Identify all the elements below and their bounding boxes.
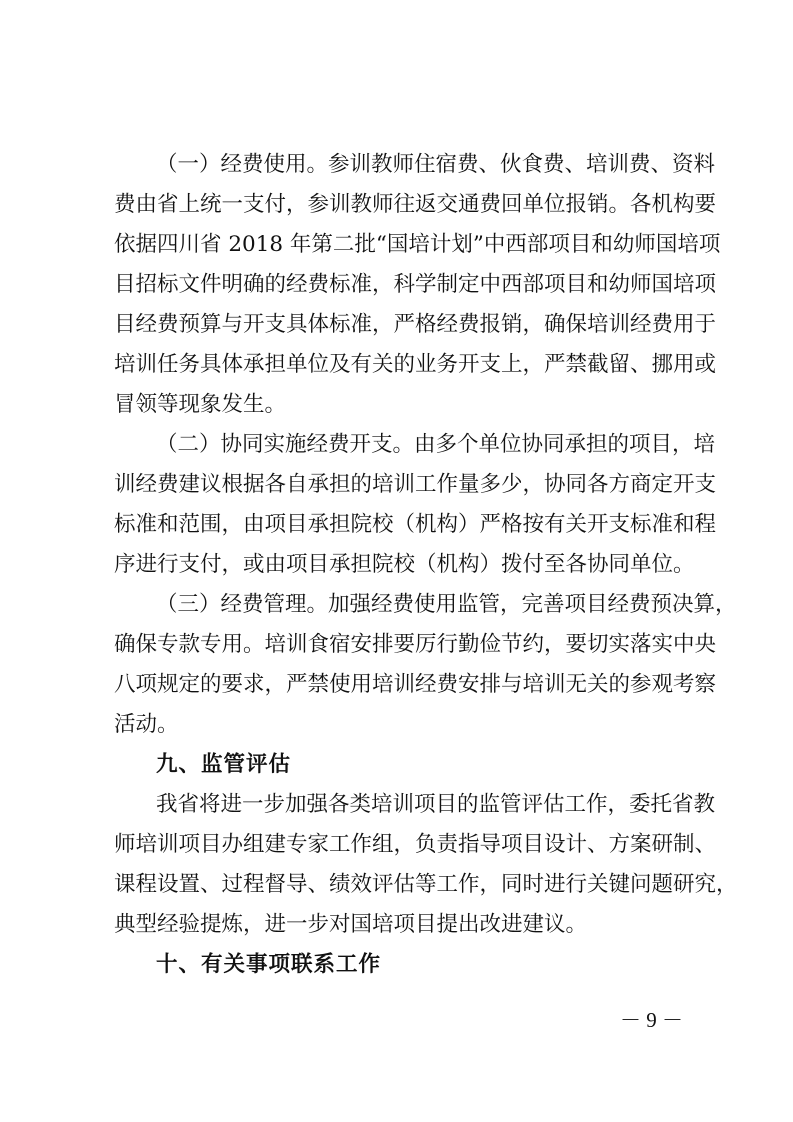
page-number: － 9 － <box>620 1008 683 1032</box>
paragraph-line: 冒领等现象发生。 <box>114 392 287 417</box>
paragraph-line: （二）协同实施经费开支。由多个单位协同承担的项目，培 <box>156 432 716 457</box>
paragraph-line: 培训任务具体承担单位及有关的业务开支上，严禁截留、挪用或 <box>114 352 717 377</box>
paragraph-line: 目招标文件明确的经费标准，科学制定中西部项目和幼师国培项 <box>114 272 717 297</box>
section-heading: 九、监管评估 <box>156 752 292 777</box>
paragraph-line: 费由省上统一支付，参训教师往返交通费回单位报销。各机构要 <box>114 192 717 217</box>
paragraph-line: 我省将进一步加强各类培训项目的监管评估工作，委托省教 <box>156 792 716 817</box>
paragraph-line: 标准和范围，由项目承担院校（机构）严格按有关开支标准和程 <box>114 512 717 537</box>
paragraph-line: 依据四川省 2018 年第二批“国培计划”中西部项目和幼师国培项 <box>114 232 721 257</box>
paragraph-lead: （三）经费管理。 <box>156 592 329 617</box>
paragraph-line: （一）经费使用。参训教师住宿费、伙食费、培训费、资料 <box>156 152 716 177</box>
paragraph-line: （三）经费管理。加强经费使用监管，完善项目经费预决算， <box>156 592 737 617</box>
paragraph-line: 目经费预算与开支具体标准，严格经费报销，确保培训经费用于 <box>114 312 717 337</box>
paragraph-line: 师培训项目办组建专家工作组，负责指导项目设计、方案研制、 <box>114 832 717 857</box>
paragraph-line: 序进行支付，或由项目承担院校（机构）拨付至各协同单位。 <box>114 552 695 577</box>
paragraph-line: 八项规定的要求，严禁使用培训经费安排与培训无关的参观考察 <box>114 672 717 697</box>
paragraph-line: 活动。 <box>114 712 179 737</box>
paragraph-line: 典型经验提炼，进一步对国培项目提出改进建议。 <box>114 912 588 937</box>
section-heading: 十、有关事项联系工作 <box>156 952 382 977</box>
paragraph-lead: （二）协同实施经费开支。 <box>156 432 415 457</box>
paragraph-lead: （一）经费使用。 <box>156 152 329 177</box>
paragraph-line: 训经费建议根据各自承担的培训工作量多少，协同各方商定开支 <box>114 472 717 497</box>
paragraph-line: 确保专款专用。培训食宿安排要厉行勤俭节约，要切实落实中央 <box>114 632 717 657</box>
paragraph-line: 课程设置、过程督导、绩效评估等工作，同时进行关键问题研究， <box>114 872 738 897</box>
